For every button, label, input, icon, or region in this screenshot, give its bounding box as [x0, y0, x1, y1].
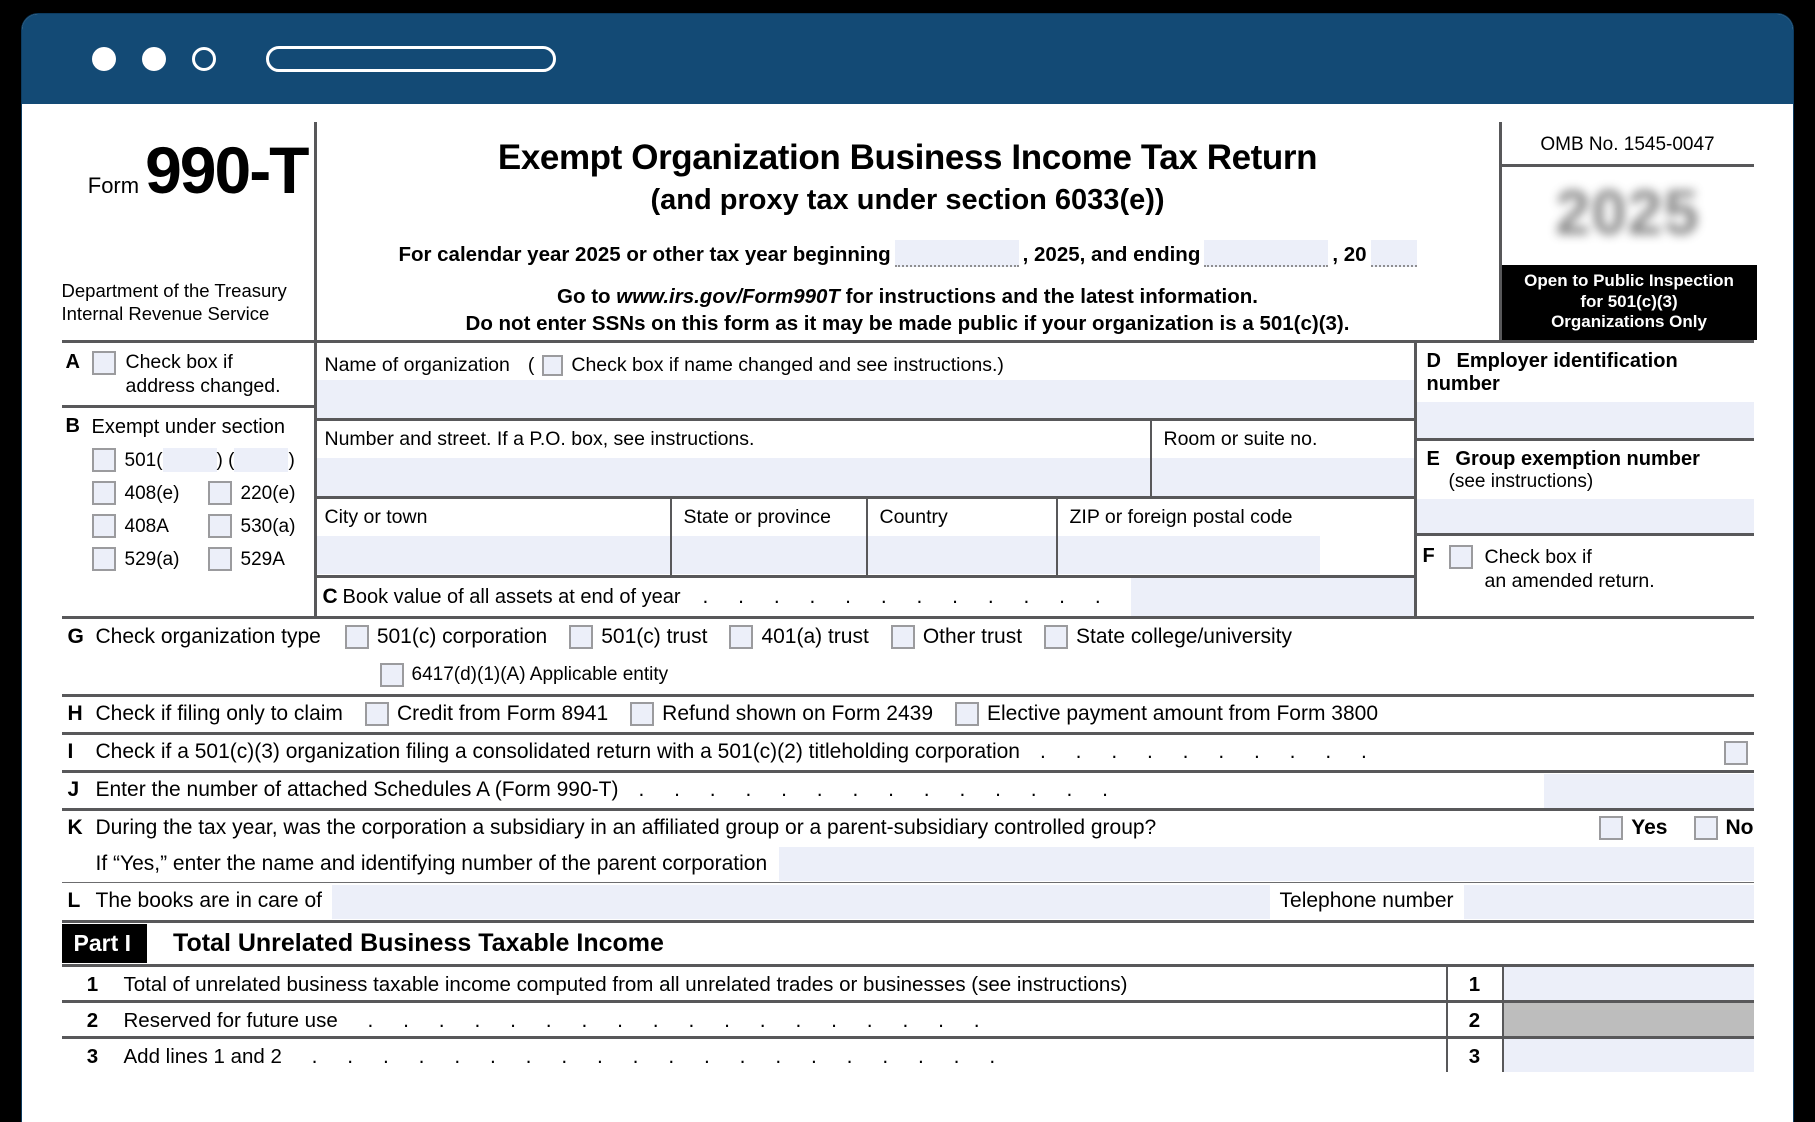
omb-block — [1502, 122, 1754, 340]
section-f-text — [1485, 545, 1655, 594]
section-k-yes[interactable] — [1599, 816, 1667, 840]
exempt-530a-label: 530(a) — [240, 515, 296, 537]
tax-year-line — [327, 240, 1489, 267]
exempt-options-row-1 — [92, 472, 314, 505]
exempt-option-529a-paren[interactable] — [92, 547, 208, 571]
exempt-options-row-3 — [92, 538, 314, 571]
exempt-501-suffix: ) — [288, 449, 295, 471]
org-type-501c-trust-checkbox[interactable] — [569, 625, 593, 649]
zip-input[interactable] — [1058, 536, 1320, 574]
city-state-band — [317, 499, 1414, 575]
organization-name-input[interactable] — [317, 380, 1414, 418]
exempt-529A-label: 529A — [240, 548, 285, 570]
line-3-dots: . . . . . . . . . . . . . . . . . . . . — [311, 1045, 1008, 1068]
exempt-529a-paren-label: 529(a) — [124, 548, 180, 570]
public-inspection-line-1: Open to Public Inspection — [1524, 270, 1734, 290]
organization-name-label-row — [317, 343, 1414, 380]
exempt-option-529A[interactable] — [208, 547, 285, 571]
country-cell — [868, 499, 1058, 575]
window-minimize-dot[interactable] — [142, 47, 166, 71]
exempt-220e-checkbox[interactable] — [208, 481, 232, 505]
address-column — [314, 343, 1414, 616]
claim-refund-2439-label: Refund shown on Form 2439 — [662, 702, 933, 726]
part-1-line-2 — [62, 1000, 1754, 1036]
state-label: State or province — [683, 506, 831, 528]
exempt-529A-checkbox[interactable] — [208, 547, 232, 571]
org-type-state-college-label: State college/university — [1076, 625, 1292, 649]
section-k-no-label: No — [1725, 816, 1754, 840]
claim-refund-2439-checkbox[interactable] — [630, 702, 654, 726]
section-k-followup-label: If “Yes,” enter the name and identifying number of the parent corporation — [95, 851, 768, 875]
section-f-letter: F — [1422, 544, 1435, 567]
section-g-label: Check organization type — [95, 625, 321, 649]
department-block — [62, 279, 287, 326]
public-inspection-line-2: for 501(c)(3) — [1580, 291, 1678, 311]
line-2-description — [124, 1003, 1446, 1036]
tax-year-stamp: 2025 — [1555, 177, 1700, 248]
section-c-letter: C — [322, 584, 338, 608]
tax-year-mid: , 2025, and ending — [1022, 243, 1201, 267]
section-d-label-row — [1417, 343, 1754, 396]
section-h-row — [62, 694, 1754, 732]
organization-name-band — [317, 343, 1414, 421]
line-1-number: 1 — [86, 973, 99, 996]
street-input[interactable] — [317, 458, 1150, 496]
browser-window — [22, 14, 1793, 1122]
omb-number: OMB No. 1545-0047 — [1540, 134, 1715, 155]
organization-name-label: Name of organization — [324, 353, 510, 376]
form-word-label: Form — [87, 173, 140, 198]
exempt-220e-label: 220(e) — [240, 482, 296, 504]
exempt-408a-label: 408A — [124, 515, 169, 537]
section-l-phone-label: Telephone number — [1279, 889, 1454, 913]
schedules-a-count-input[interactable] — [1544, 774, 1754, 808]
org-type-state-college-checkbox[interactable] — [1044, 625, 1068, 649]
state-cell — [672, 499, 868, 575]
section-a-line-2: address changed. — [125, 374, 281, 397]
form-990t — [62, 122, 1754, 1072]
part-1-title: Total Unrelated Business Taxable Income — [173, 929, 664, 958]
org-type-6417-entity-checkbox[interactable] — [380, 663, 404, 687]
section-b-body — [92, 415, 314, 571]
street-band — [317, 421, 1414, 499]
section-e-sub: (see instructions) — [1448, 471, 1594, 492]
section-f-line-1: Check box if — [1484, 545, 1592, 568]
zip-label: ZIP or foreign postal code — [1069, 506, 1293, 528]
section-k-no[interactable] — [1694, 816, 1754, 840]
section-g-row-1 — [62, 616, 1754, 656]
room-cell — [1152, 421, 1414, 496]
section-e — [1417, 438, 1754, 533]
exempt-option-220e[interactable] — [208, 481, 296, 505]
city-input[interactable] — [317, 536, 670, 574]
section-g-row-2 — [62, 656, 1754, 694]
form-subtitle: (and proxy tax under section 6033(e)) — [650, 184, 1165, 217]
country-label: Country — [879, 506, 948, 528]
amended-return-checkbox[interactable] — [1449, 545, 1473, 569]
section-c-row — [317, 575, 1414, 616]
exempt-501-subcode-input[interactable] — [234, 448, 288, 472]
exempt-408a-checkbox[interactable] — [92, 514, 116, 538]
section-f — [1417, 533, 1754, 594]
claim-elective-3800-label: Elective payment amount from Form 3800 — [987, 702, 1379, 726]
line-3-number: 3 — [86, 1045, 99, 1068]
browser-titlebar — [22, 14, 1793, 104]
section-g-letter: G — [67, 625, 84, 649]
form-title: Exempt Organization Business Income Tax Return — [497, 138, 1318, 177]
line-2-amount-shaded — [1504, 1003, 1754, 1036]
org-type-501c-trust-label: 501(c) trust — [601, 625, 708, 649]
claim-credit-8941-label: Credit from Form 8941 — [396, 702, 609, 726]
org-type-501c-corporation-checkbox[interactable] — [345, 625, 369, 649]
org-type-state-college[interactable] — [1044, 625, 1292, 649]
window-close-dot[interactable] — [92, 47, 116, 71]
section-i-letter: I — [67, 740, 74, 764]
line-3-label: Add lines 1 and 2 — [123, 1045, 282, 1068]
line-2-box-number: 2 — [1446, 1003, 1504, 1036]
section-d — [1417, 343, 1754, 438]
section-j-dots: . . . . . . . . . . . . . . — [638, 778, 1120, 802]
section-e-label: Group exemption number — [1455, 448, 1700, 470]
exempt-501-mid: ) ( — [216, 449, 235, 471]
section-a-letter: A — [65, 351, 80, 373]
street-label: Number and street. If a P.O. box, see instructions. — [324, 428, 755, 450]
tax-year-suffix: , 20 — [1332, 243, 1367, 267]
public-inspection-line-3: Organizations Only — [1551, 312, 1707, 332]
consolidated-return-checkbox[interactable] — [1724, 741, 1748, 765]
irs-url-link[interactable]: www.irs.gov/Form990T — [616, 284, 840, 308]
exempt-501-row — [92, 448, 314, 472]
section-l-letter: L — [67, 889, 81, 913]
org-type-501c-corporation-label: 501(c) corporation — [376, 625, 548, 649]
section-l-label: The books are in care of — [95, 889, 322, 913]
section-j-letter: J — [67, 778, 80, 802]
exempt-option-408a[interactable] — [92, 514, 208, 538]
tax-year-end-yy-input[interactable] — [1371, 240, 1417, 267]
line-2-number: 2 — [86, 1009, 99, 1032]
section-k-followup-row — [62, 846, 1754, 882]
room-input[interactable] — [1152, 458, 1414, 496]
form-page — [22, 104, 1793, 1122]
public-inspection-badge — [1502, 265, 1757, 340]
section-i-label: Check if a 501(c)(3) organization filing a consolidated return with a 501(c)(2) titleholding corporation — [95, 740, 1020, 764]
claim-refund-2439[interactable] — [630, 702, 933, 726]
name-changed-label: Check box if name changed and see instructions.) — [571, 353, 1004, 376]
tax-year-prefix: For calendar year 2025 or other tax year beginning — [398, 243, 891, 267]
name-changed-checkbox[interactable] — [542, 355, 563, 376]
section-c-input[interactable] — [1131, 578, 1414, 616]
claim-elective-3800[interactable] — [955, 702, 1378, 726]
exempt-501-prefix: 501( — [124, 449, 163, 471]
section-h-label: Check if filing only to claim — [95, 702, 343, 726]
org-type-other-trust-label: Other trust — [922, 625, 1023, 649]
goto-prefix: Go to — [557, 284, 617, 308]
exempt-408e-checkbox[interactable] — [92, 481, 116, 505]
org-type-401a-trust[interactable] — [729, 625, 868, 649]
section-b — [62, 405, 314, 578]
address-bar[interactable] — [266, 46, 556, 72]
goto-suffix: for instructions and the latest information. — [839, 284, 1258, 308]
tax-year-begin-input[interactable] — [895, 240, 1019, 267]
section-f-line-2: an amended return. — [1484, 570, 1655, 593]
line-1-description: Total of unrelated business taxable income computed from all unrelated trades or businesses (see instructions) — [123, 973, 1128, 996]
section-h-letter: H — [67, 702, 83, 726]
claim-elective-3800-checkbox[interactable] — [955, 702, 979, 726]
exempt-option-408e[interactable] — [92, 481, 208, 505]
org-type-6417-entity[interactable] — [380, 663, 669, 687]
city-label: City or town — [324, 506, 428, 528]
line-1-box-number: 1 — [1446, 967, 1504, 1000]
instructions-block — [327, 283, 1489, 338]
exempt-option-530a[interactable] — [208, 514, 296, 538]
section-b-heading: Exempt under section — [91, 416, 285, 438]
department-line-2: Internal Revenue Service — [61, 303, 270, 325]
exempt-530a-checkbox[interactable] — [208, 514, 232, 538]
state-input[interactable] — [672, 536, 866, 574]
books-care-of-input[interactable] — [332, 885, 1270, 919]
no-ssn-line: Do not enter SSNs on this form as it may be made public if your organization is a 501(c)(3). — [465, 312, 1350, 336]
section-e-letter: E — [1426, 448, 1440, 470]
section-ab-column — [62, 343, 314, 616]
room-label: Room or suite no. — [1163, 428, 1318, 450]
section-j-label: Enter the number of attached Schedules A (Form 990-T) — [95, 778, 619, 802]
street-cell — [317, 421, 1152, 496]
line-3-box-number: 3 — [1446, 1039, 1504, 1072]
entity-info-block — [62, 340, 1754, 616]
section-b-letter: B — [65, 415, 80, 437]
org-type-other-trust-checkbox[interactable] — [891, 625, 915, 649]
country-input[interactable] — [868, 536, 1056, 574]
window-maximize-dot[interactable] — [192, 47, 216, 71]
section-i-dots: . . . . . . . . . . — [1039, 740, 1379, 764]
form-masthead — [62, 122, 1754, 340]
section-d-letter: D — [1426, 350, 1441, 372]
section-a-text — [126, 351, 281, 399]
section-i-row — [62, 732, 1754, 770]
exempt-408e-label: 408(e) — [124, 482, 180, 504]
exempt-501-checkbox[interactable] — [92, 448, 116, 472]
form-title-block — [314, 122, 1502, 340]
line-3-description — [124, 1039, 1446, 1072]
section-k-yes-checkbox[interactable] — [1599, 816, 1623, 840]
part-1-line-3 — [62, 1036, 1754, 1072]
line-2-label: Reserved for future use — [123, 1009, 338, 1032]
exempt-options-row-2 — [92, 505, 314, 538]
section-k-question: During the tax year, was the corporation a subsidiary in an affiliated group or a parent-subsidiary controlled group? — [95, 816, 1157, 840]
ein-input[interactable] — [1417, 402, 1754, 438]
group-exemption-input[interactable] — [1417, 499, 1754, 533]
form-number-line — [62, 133, 314, 207]
address-changed-checkbox[interactable] — [92, 351, 116, 375]
line-2-dots: . . . . . . . . . . . . . . . . . . — [367, 1009, 992, 1032]
org-type-other-trust[interactable] — [891, 625, 1022, 649]
section-e-label-row — [1417, 441, 1754, 471]
claim-credit-8941[interactable] — [365, 702, 608, 726]
city-cell — [317, 499, 672, 575]
telephone-number-input[interactable] — [1464, 885, 1754, 919]
line-1-amount-input[interactable] — [1504, 967, 1754, 1000]
parent-corporation-input[interactable] — [779, 847, 1753, 881]
tax-year-end-input[interactable] — [1204, 240, 1328, 267]
section-def-column — [1414, 343, 1754, 616]
section-a-line-1: Check box if — [125, 351, 233, 373]
section-l-row — [62, 882, 1754, 920]
goto-line — [327, 283, 1489, 311]
section-k-row — [62, 808, 1754, 846]
part-1-badge: Part I — [62, 924, 148, 962]
line-3-amount-input[interactable] — [1504, 1039, 1754, 1072]
org-type-501c-corporation[interactable] — [345, 625, 547, 649]
name-paren-open: ( — [527, 353, 535, 376]
section-k-yes-label: Yes — [1631, 816, 1668, 840]
org-type-6417-entity-label: 6417(d)(1)(A) Applicable entity — [411, 664, 669, 686]
section-k-no-checkbox[interactable] — [1694, 816, 1718, 840]
department-line-1: Department of the Treasury — [61, 279, 287, 301]
part-1-header — [62, 920, 1754, 964]
org-type-401a-trust-label: 401(a) trust — [761, 625, 869, 649]
exempt-529a-paren-checkbox[interactable] — [92, 547, 116, 571]
org-type-501c-trust[interactable] — [569, 625, 707, 649]
section-a — [62, 343, 314, 405]
form-number: 990-T — [145, 133, 308, 207]
zip-cell — [1058, 499, 1320, 575]
part-1-line-1 — [62, 964, 1754, 1000]
section-c-label: Book value of all assets at end of year — [342, 585, 681, 608]
section-d-label: Employer identification number — [1426, 350, 1678, 395]
section-k-letter: K — [67, 816, 83, 840]
section-j-row — [62, 770, 1754, 808]
form-identity-block — [62, 122, 314, 340]
claim-credit-8941-checkbox[interactable] — [365, 702, 389, 726]
section-c-dots: . . . . . . . . . . . . — [702, 584, 1113, 608]
exempt-501-code-input[interactable] — [163, 448, 217, 472]
org-type-401a-trust-checkbox[interactable] — [729, 625, 753, 649]
